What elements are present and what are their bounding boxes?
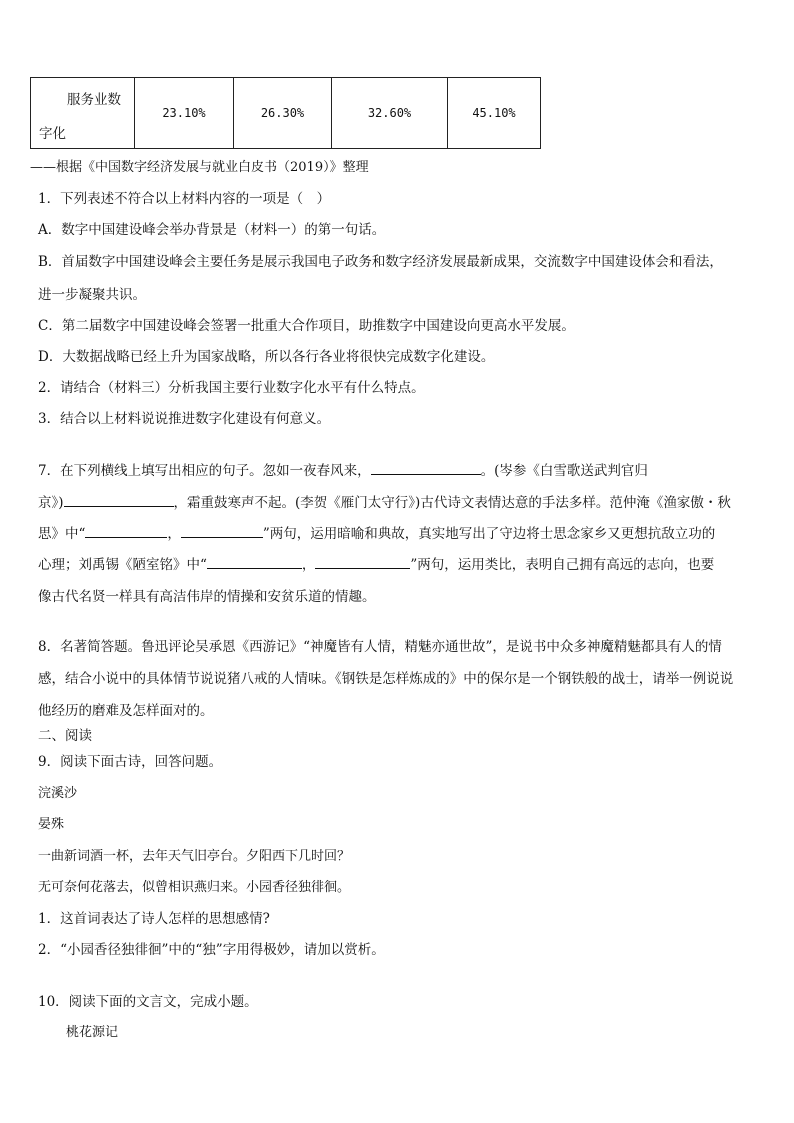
- q7-text: ”两句，运用暗喻和典故，真实地写出了守边将士思念家乡又更想抗敌立功的: [262, 526, 716, 542]
- answer-blank[interactable]: [85, 525, 167, 538]
- q1-option-b-line1: B．首届数字中国建设峰会主要任务是展示我国电子政务和数字经济发展最新成果，交流数字中国建设体会和看法，: [38, 254, 723, 270]
- digitalization-table: [30, 77, 541, 149]
- q7-line2: [38, 491, 731, 511]
- source-note: ——根据《中国数字经济发展与就业白皮书（2019）》整理: [30, 160, 369, 175]
- q8-line1: 8．名著简答题。鲁迅评论吴承恩《西游记》“神魔皆有人情，精魅亦通世故”，是说书中众多神魔精魅都具有人的情: [38, 639, 722, 655]
- q9-sub1: 1．这首词表达了诗人怎样的思想感情?: [38, 911, 270, 927]
- passage-title: 桃花源记: [66, 1025, 119, 1040]
- value-cell: 23.10%: [135, 78, 234, 149]
- q7-line3: [38, 522, 715, 542]
- q1-stem: 1．下列表述不符合以上材料内容的一项是（ ）: [38, 191, 331, 207]
- q8-line2: 感，结合小说中的具体情节说说猪八戒的人情味。《钢铁是怎样炼成的》中的保尔是一个钢铁般的战士，请举一例说说: [38, 671, 734, 687]
- q7-text: 思》中“: [38, 526, 86, 542]
- q1-option-b-line2: 进一步凝聚共识。: [38, 287, 146, 303]
- q7-line1: [38, 459, 648, 479]
- q7-text: 心理；刘禹锡《陋室铭》中“: [38, 557, 207, 573]
- q7-line5: 像古代名贤一样具有高洁伟岸的情操和安贫乐道的情趣。: [38, 589, 376, 605]
- q3-stem: 3．结合以上材料说说推进数字化建设有何意义。: [38, 411, 331, 427]
- q7-text: 。(岑参《白雪歌送武判官归: [480, 463, 648, 479]
- q7-text: ，霜重鼓寒声不起。(李贺《雁门太守行》)古代诗文表情达意的手法多样。范仲淹《渔家傲・秋: [173, 495, 731, 511]
- row-label-cell: [31, 78, 135, 149]
- row-label-line1: 服务业数: [67, 92, 121, 108]
- answer-blank[interactable]: [315, 556, 410, 569]
- q7-text: ”两句，运用类比，表明自己拥有高远的志向，也要: [410, 557, 715, 573]
- value-cell: 45.10%: [448, 78, 541, 149]
- poem-title: 浣溪沙: [38, 786, 78, 801]
- row-label-line2: 字化: [39, 126, 66, 142]
- value-cell: 26.30%: [234, 78, 332, 149]
- q9-stem: 9．阅读下面古诗，回答问题。: [38, 754, 223, 770]
- q2-stem: 2．请结合（材料三）分析我国主要行业数字化水平有什么特点。: [38, 380, 425, 396]
- q9-sub2: 2．“小园香径独徘徊”中的“独”字用得极妙，请加以赏析。: [38, 942, 385, 958]
- q8-line3: 他经历的磨难及怎样面对的。: [38, 703, 214, 719]
- poem-line1: 一曲新词酒一杯，去年天气旧亭台。夕阳西下几时回？: [38, 849, 351, 864]
- section-heading: 二、阅读: [38, 728, 92, 744]
- q7-text: ，: [301, 557, 316, 573]
- q1-option-d: D．大数据战略已经上升为国家战略，所以各行各业将很快完成数字化建设。: [38, 349, 495, 365]
- answer-blank[interactable]: [207, 556, 302, 569]
- q7-text: 7．在下列横线上填写出相应的句子。忽如一夜春风来，: [38, 463, 371, 479]
- q7-line4: [38, 553, 714, 573]
- answer-blank[interactable]: [181, 525, 263, 538]
- answer-blank[interactable]: [64, 494, 174, 507]
- poem-author: 晏殊: [38, 817, 65, 832]
- table-row: [31, 78, 541, 149]
- poem-line2: 无可奈何花落去，似曾相识燕归来。小园香径独徘徊。: [38, 880, 351, 895]
- answer-blank[interactable]: [371, 462, 481, 475]
- q7-text: 京》): [38, 495, 64, 511]
- value-cell: 32.60%: [332, 78, 448, 149]
- q1-option-c: C．第二届数字中国建设峰会签署一批重大合作项目，助推数字中国建设向更高水平发展。: [38, 318, 575, 334]
- q1-option-a: A．数字中国建设峰会举办背景是（材料一）的第一句话。: [38, 222, 386, 238]
- q7-text: ，: [167, 526, 181, 542]
- q10-stem: 10．阅读下面的文言文，完成小题。: [38, 994, 258, 1010]
